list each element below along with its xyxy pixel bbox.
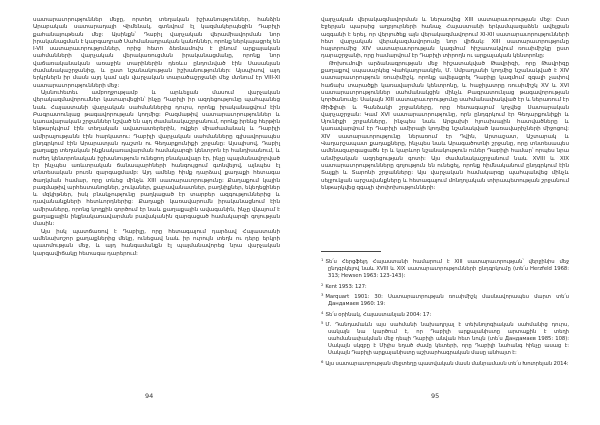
- footnote: [321, 256, 569, 280]
- footnote: [321, 281, 569, 291]
- footnotes: [321, 256, 569, 369]
- footnote-text: Marquart 1901: 30: Սատարաւորության ռուսիմիշկ մասնավորապես մարտ տե՛ս Дандамаев 1960: 19:: [325, 294, 569, 308]
- footnote-mark: 1: [321, 257, 324, 262]
- left-page-body: [33, 17, 280, 258]
- left-paragraph-1: սատարաւորություններ մեջը, որտեղ տեղական իշխանություններ, հանձին Արաբական սատարադայի Վիմենակ, գտնվում էլ կազմակերպեցին Դաբիլի քահանայութեան մեջ: Այսինքն՝ Դաբիլ վարչական վերամիավորման նոր իրականացման է կարգադրած Սահմանադրական կանոններ, որոնք ներկայացրել են I-VII սատարաւորություններ, որից հետո ձեռնամուխ է լինում արքայական սահմանների վարչական վերակառուցման իրականացմանը, որոնք նոր վաճառականական առաջին տարիներին դեռևս ընդունված էին Սասանյան ժամանակաշրջանից, և ըստ նշանակության իշխանություններ: Այսպիսով այդ երկրներն իր մասն այդ կամ այն վարչական տարածաշրջանի մեջ մտնում էր VIII-XI սատարաւորությունների մեջ:: [33, 17, 280, 89]
- footnote: [321, 358, 569, 368]
- footnote-divider: [321, 251, 381, 252]
- left-page-number: 94: [145, 392, 154, 400]
- footnote-text: Kent 1953: 127:: [325, 283, 367, 290]
- right-page-body: [321, 17, 569, 192]
- footnote-text: Այս սատարաւորության մեջտեղը պատվական մասն մանրամասն տե՛ս Խոտրեյան 2014:: [325, 360, 569, 367]
- footnote-text: Տե՛ս Հերցֆելդ Հայաստանի համարում է XIII սատարաւորության՝ վերջինիս մեջ ընդգրկելով նաև XVIII և XIX սատարաւորությունների ընդգրկումը (տե՛ս Herzfeld 1968: 313; Hewsen 1963: 123-143):: [325, 259, 569, 279]
- right-page-number: 95: [431, 392, 440, 400]
- footnote: [321, 309, 569, 319]
- footnote-mark: 2: [321, 281, 324, 287]
- right-paragraph-1: վարչական վերակազմավորման և ներառվեց XIII սատարաւորության մեջ: Ըստ Էջերյան պարսից աղբյուրների հանաչ Հայաստանի երկամպազաձեն ավելցան ազգանի է երել, որ վերլուծեք այն վերակազմավորում XI-XII սատարաւորությունների հետ վարչական վերակազմավորումը նոր վիճակ: XIII սատարաւորությունը հայտրումից XIV սատարաւորության կազմում հիշատակվում ռուսիմիշկը ըստ դարաշրջանի, որը համարվում էր Դաբիլի տիրողն ու արքայական կենտրոնը:: [321, 17, 569, 60]
- right-page: [300, 0, 600, 425]
- footnote-mark: 5: [321, 320, 324, 326]
- footnote: [321, 291, 569, 308]
- footnote-mark: 6: [321, 358, 324, 364]
- right-paragraph-2: Թոխումովի արձանագրության մեջ հիշատակված Թավրիզի, որը Թավրիզը քաղաքով սպասարկեց Վահկադրասկին, Մ. Սմբադյանի կողմից նշանակված է XIV սատարաւորություն ռուսիմիշկ, որոնք ավելացրել Դաբիլը կազմում զգալի չափով հաճախ տարածքի կառավարման կենտրոնը, և հաջիլատրը ռուսիմիշկ XV և XVI սատարաւորություններ սահմանակցին մինչև Բագրատունյաց թագավորության կործանումը: Սակայն XIII սատարաւորությունը սահմանափակված էր և ներառում էր Թիֆլիսի և Գանձակի շրջանները, որը հետագայում կոչվեց Սատարական վարչաշրջան: Կամ XVI սատարաւորությունը, որն ընդգրկում էր Գեղարքունիքի և Սյունիքի շրջանները, ինչպես նաև Արցախի հյուսիսային հատվածները և կառավարվում էր Դաբիլի ամիրայի կողմից նշանակված կառավարիչների միջոցով: XIV սատարաւորությունը ներառում էր Դվին, Արտաշատ, Աշտարակ և Վաղարշապատ քաղաքները, ինչպես նաև Արագածոտնի շրջանը, որը տնտեսապես ամենազարգացածն էր և կարևոր նշանակություն ուներ Դաբիլի համար՝ որպես նրա անմիջական ազդեցության գոտի: Այս ժամանակաշրջանում նաև XVIII և XIX սատարաւորությունները գոյություն են ունեցել, որոնք հիմնականում ընդգրկում էին Տայքի և Տարոնի շրջանները: Այս վարչական համակարգը պահպանվեց մինչև սելջուկյան արշավանքները և հետագայում մոնղոլական տիրապետության շրջանում ենթարկվեց զգալի փոփոխությունների:: [321, 60, 569, 191]
- left-paragraph-3: Այս իսկ պատճառով է Դաբիլը, որը հետագայում դարձավ Հայաստանի ամենախոշոր քաղաքներից մեկը, ունեցավ նաև իր ուրույն տեղն ու դերը երկրի պատմության մեջ, և այդ հանգամանքն էլ պայմանավորեց նրա վարչական կարգավիճակը հետագա դարերում:: [33, 228, 280, 257]
- footnote: [321, 319, 569, 357]
- footnote-text: Տե՛ս օրինակ, Հայաստանյան 2004: 17:: [325, 311, 432, 318]
- footnote-mark: 3: [321, 292, 324, 298]
- footnote-mark: 4: [321, 309, 324, 315]
- footnote-text: Մ. Դանդամաևն այս սահմանի նախադրյալ է տեխնոլոգիական սահմանից դուրս, սակայն նա կարծում է, որ Դաբիլի արքայանիստը արտաքին է տեղի սահմանափակման մեջ դեպի Դաբիլի անվան հետ նույն (տե՛ս Дандамаев 1985: 108): Սակայն սկզբը է Միլիս եղած ժամը կետերի, որը Դաբիլի նահանգ հինչը ասաց է: Սակայն Դաբիլի արքայանիստը աշխարհագրական մասը անհայտ է:: [325, 322, 569, 357]
- left-paragraph-2: Այսնուհետեւ ամբողջությամբ և արևելյան մասում վարչական վերակազմավորումներ կատարվեցին՝ ինչը Դաբիլի իր ազդեցությունը պահպանեց նաև Հայաստանի վարչական սահմաններից դուրս, որոնք իրականացվում էին Բագրատունյաց թագավորության կողմից: Բազմաթիվ սատարաւորություններ և կառավարական շրջաններ նշված են այդ ժամանակաշրջանում, որոնք իրենց հերթին ենթարկվում էին տեղական ավատատերերին, ովքեր միաժամանակ և Դաբիլի ամիրայությանն էին հարկատու: Դաբիլի վարչական սահմանները գլխավորապես ընդգրկում էին Արարատյան դաշտն ու Գեղարքունիքի շրջանը: Այսպիսով, Դաբիլ քաղաքը տեղական ինքնակառավարման համակարգի կենտրոն էր հանդիսանում, և ուժեղ կենտրոնական իշխանություն ունեցող բնակավայր էր, ինչը պայմանավորված էր ինչպես առևտրական ճանապարհների հանգույցում գտնվելով, այնպես էլ տնտեսական բուռն զարգացմամբ: Այդ ամենը հիմք դարձավ քաղաքի հետագա ծաղկման համար, որը տևեց մինչև XIII սատարաւորությունը: Քաղաքում կային բազմաթիվ արհեստանոցներ, շուկաներ, քարավանատներ, բաղնիքներ, եկեղեցիներ և մզկիթներ, իսկ բնակչությունը բաղկացած էր տարբեր ազգություններից և դավանանքների հետևորդներից: Քաղաքի կառավարումն իրականացնում էին ամիրաները, որոնց կողքին գործում էր նաև քաղաքային ավագանին, ինչը վկայում է քաղաքային ինքնակառավարման բավականին զարգացած համակարգի գոյության մասին:: [33, 89, 280, 228]
